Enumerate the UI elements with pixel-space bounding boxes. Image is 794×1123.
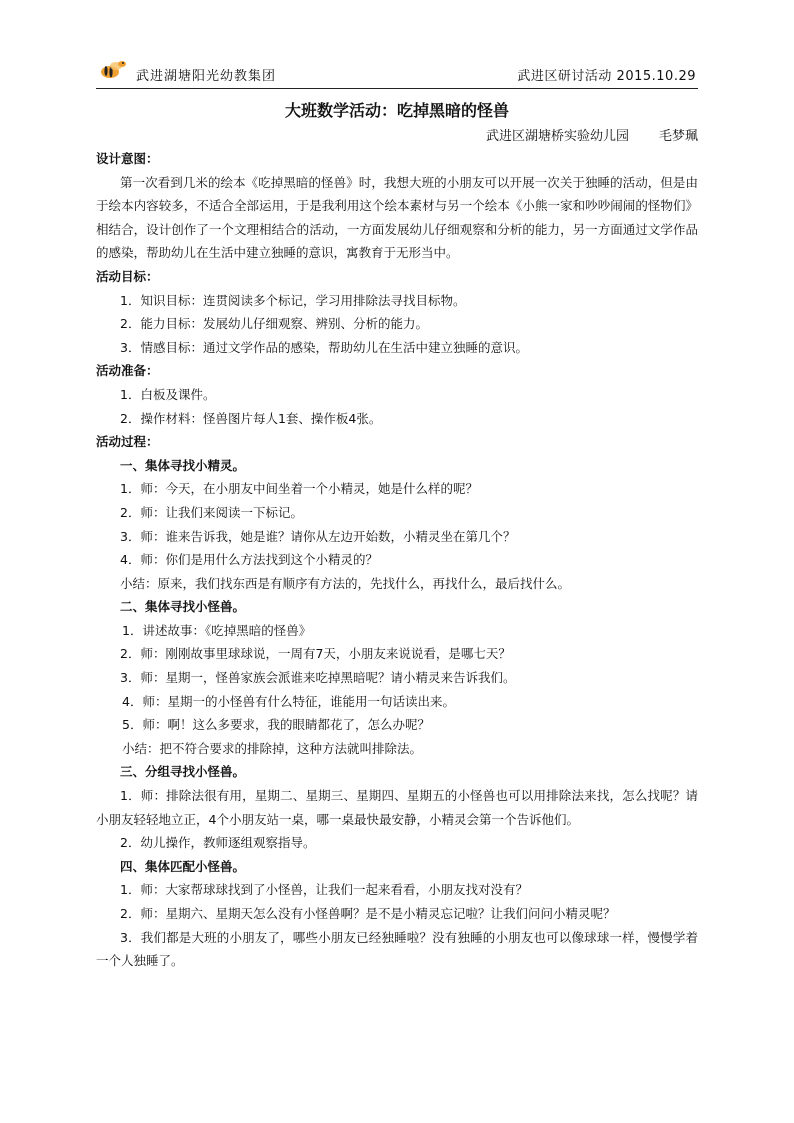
part4-item: 1．师：大家帮球球找到了小怪兽，让我们一起来看看，小朋友找对没有？ (120, 882, 528, 898)
part3-item: 2．幼儿操作，教师逐组观察指导。 (120, 835, 316, 851)
author-line (486, 125, 698, 144)
part4-item: 2．师：星期六、星期天怎么没有小怪兽啊？是不是小精灵忘记啦？让我们问问小精灵呢？ (120, 906, 616, 921)
part1-item: 1．师：今天，在小朋友中间坐着一个小精灵，她是什么样的呢？ (120, 481, 478, 497)
part2-item: 5．师：啊！这么多要求，我的眼睛都花了，怎么办呢？ (122, 717, 430, 733)
part4-title: 四、集体匹配小怪兽。 (120, 858, 246, 874)
author-school: 武进区湖塘桥实验幼儿园 (485, 129, 629, 144)
prep-heading: 活动准备： (96, 363, 159, 379)
goal-item: 1．知识目标：连贯阅读多个标记，学习用排除法寻找目标物。 (120, 292, 466, 308)
part1-item: 4．师：你们是用什么方法找到这个小精灵的？ (120, 552, 378, 568)
part1-summary: 小结：原来，我们找东西是有顺序有方法的，先找什么，再找什么，最后找什么。 (120, 575, 571, 591)
part2-item: 2．师：刚刚故事里球球说，一周有7天，小朋友来说说看，是哪七天？ (120, 646, 511, 662)
part2-item: 1．讲述故事：《吃掉黑暗的怪兽》 (122, 622, 312, 638)
part2-summary: 小结：把不符合要求的排除掉，这种方法就叫排除法。 (122, 740, 423, 756)
part1-item: 3．师：谁来告诉我，她是谁？请你从左边开始数，小精灵坐在第几个？ (120, 528, 516, 544)
design-text: 第一次看到几米的绘本《吃掉黑暗的怪兽》时，我想大班的小朋友可以开展一次关于独睡的活动，但是由于绘本内容较多，不适合全部运用，于是我利用这个绘本素材与另一个绘本《小熊一家和吵吵闹闹的怪物们》相结合，设计创作了一个文理相结合的活动，一方面发展幼儿仔细观察和分析的能力，另一方面通过文学作品的感染，帮助幼儿在生活中建立独睡的意识，寓教育于无形当中。 (96, 174, 698, 261)
document-body (96, 147, 698, 973)
part2-item: 3．师：星期一，怪兽家族会派谁来吃掉黑暗呢？请小精灵来告诉我们。 (120, 670, 516, 686)
part3-title: 三、分组寻找小怪兽。 (120, 764, 246, 780)
page-header (96, 56, 698, 89)
prep-item: 2．操作材料：怪兽图片每人1套、操作板4张。 (120, 410, 382, 426)
org-name: 武进湖塘阳光幼教集团 (136, 69, 277, 84)
document-title: 大班数学活动：吃掉黑暗的怪兽 (284, 101, 509, 120)
part1-item: 2．师：让我们来阅读一下标记。 (120, 504, 303, 520)
event-info: 武进区研讨活动 2015.10.29 (517, 69, 696, 84)
goal-item: 2．能力目标：发展幼儿仔细观察、辨别、分析的能力。 (120, 316, 428, 332)
goals-heading: 活动目标： (96, 268, 159, 284)
part4-item: 3．我们都是大班的小朋友了，哪些小朋友已经独睡啦？没有独睡的小朋友也可以像球球一样，慢慢学着一个人独睡了。 (96, 929, 698, 969)
bee-logo-icon (98, 58, 128, 80)
author-name: 毛梦珮 (658, 129, 698, 144)
prep-item: 1．白板及课件。 (120, 386, 216, 402)
part3-item: 1．师：排除法很有用，星期二、星期三、星期四、星期五的小怪兽也可以用排除法来找，怎么找呢？请小朋友轻轻地立正，4个小朋友站一桌，哪一桌最快最安静，小精灵会第一个告诉他们。 (96, 788, 698, 827)
part1-title: 一、集体寻找小精灵。 (120, 457, 246, 473)
process-heading: 活动过程： (96, 434, 159, 450)
goal-item: 3．情感目标：通过文学作品的感染，帮助幼儿在生活中建立独睡的意识。 (120, 339, 528, 355)
design-heading: 设计意图： (96, 151, 159, 166)
part2-item: 4．师：星期一的小怪兽有什么特征，谁能用一句话读出来。 (122, 693, 455, 709)
part2-title: 二、集体寻找小怪兽。 (120, 599, 246, 615)
